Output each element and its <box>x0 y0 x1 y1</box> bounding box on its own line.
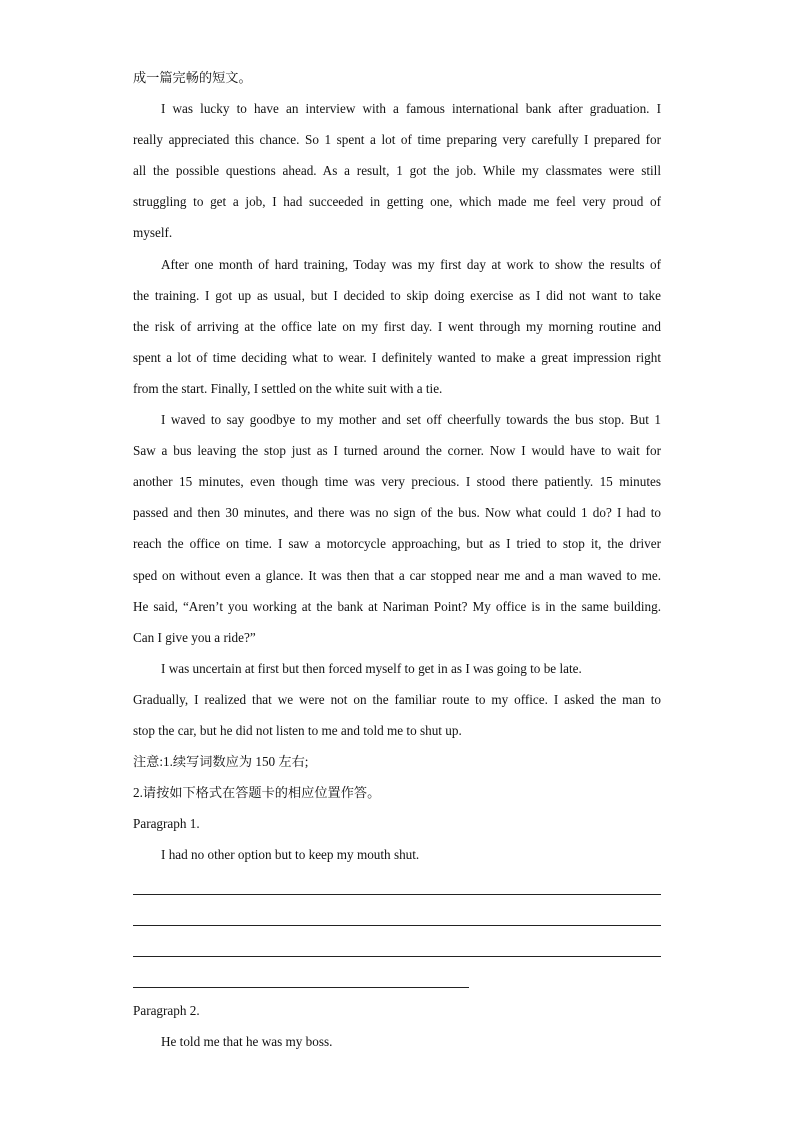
story-line: reach the office on time. I saw a motorcycle approaching, but as I tried to stop it, the driver <box>133 536 661 552</box>
story-paragraph-1 <box>133 93 661 248</box>
answer-line-short[interactable] <box>133 964 661 995</box>
paragraph-2-label: Paragraph 2. <box>133 1002 200 1018</box>
document-page <box>133 62 661 1057</box>
answer-line[interactable] <box>133 933 661 964</box>
paragraph-2-start: He told me that he was my boss. <box>161 1033 333 1049</box>
story-line: I was lucky to have an interview with a famous international bank after graduation. I <box>161 101 661 117</box>
story-line: I waved to say goodbye to my mother and set off cheerfully towards the bus stop. But 1 <box>161 412 661 428</box>
story-line: Can I give you a ride?” <box>133 629 256 645</box>
story-paragraph-4 <box>133 653 661 746</box>
story-line: another 15 minutes, even though time was very precious. I stood there patiently. 15 minutes <box>133 474 661 490</box>
answer-line[interactable] <box>133 902 661 933</box>
story-line: myself. <box>133 225 173 241</box>
story-line: all the possible questions ahead. As a result, 1 got the job. While my classmates were still <box>133 163 661 179</box>
story-line: struggling to get a job, I had succeeded in getting one, which made me feel very proud of <box>133 194 661 210</box>
story-line: from the start. Finally, I settled on the white suit with a tie. <box>133 380 443 396</box>
intro-line: 成一篇完畅的短文。 <box>133 70 252 85</box>
story-line: passed and then 30 minutes, and there was no sign of the bus. Now what could 1 do? I had to <box>133 505 661 521</box>
note-answer-format: 2.请按如下格式在答题卡的相应位置作答。 <box>133 785 381 801</box>
story-line: stop the car, but he did not listen to me and told me to shut up. <box>133 722 462 738</box>
story-paragraph-2 <box>133 249 661 404</box>
paragraph-1-start: I had no other option but to keep my mouth shut. <box>161 847 420 863</box>
story-line: spent a lot of time deciding what to wear. I definitely wanted to make a great impression right <box>133 349 661 365</box>
story-line: He said, “Aren’t you working at the bank at Nariman Point? My office is in the same building. <box>133 598 661 614</box>
story-line: the risk of arriving at the office late on my first day. I went through my morning routine and <box>133 318 661 334</box>
story-line: Gradually, I realized that we were not on the familiar route to my office. I asked the man to <box>133 691 661 707</box>
paragraph-1-label: Paragraph 1. <box>133 816 200 832</box>
story-line: the training. I got up as usual, but I decided to skip doing exercise as I did not want to take <box>133 287 661 303</box>
story-line: Saw a bus leaving the stop just as I turned around the corner. Now I would have to wait for <box>133 443 661 459</box>
story-line: really appreciated this chance. So 1 spent a lot of time preparing very carefully I prepared for <box>133 132 661 148</box>
story-line: sped on without even a glance. It was then that a car stopped near me and a man waved to me. <box>133 567 661 583</box>
note-word-count: 注意:1.续写词数应为 150 左右; <box>133 754 309 770</box>
answer-line[interactable] <box>133 870 661 901</box>
story-line: After one month of hard training, Today was my first day at work to show the results of <box>161 256 661 272</box>
story-line: I was uncertain at first but then forced myself to get in as I was going to be late. <box>161 660 582 676</box>
story-paragraph-3 <box>133 404 661 653</box>
